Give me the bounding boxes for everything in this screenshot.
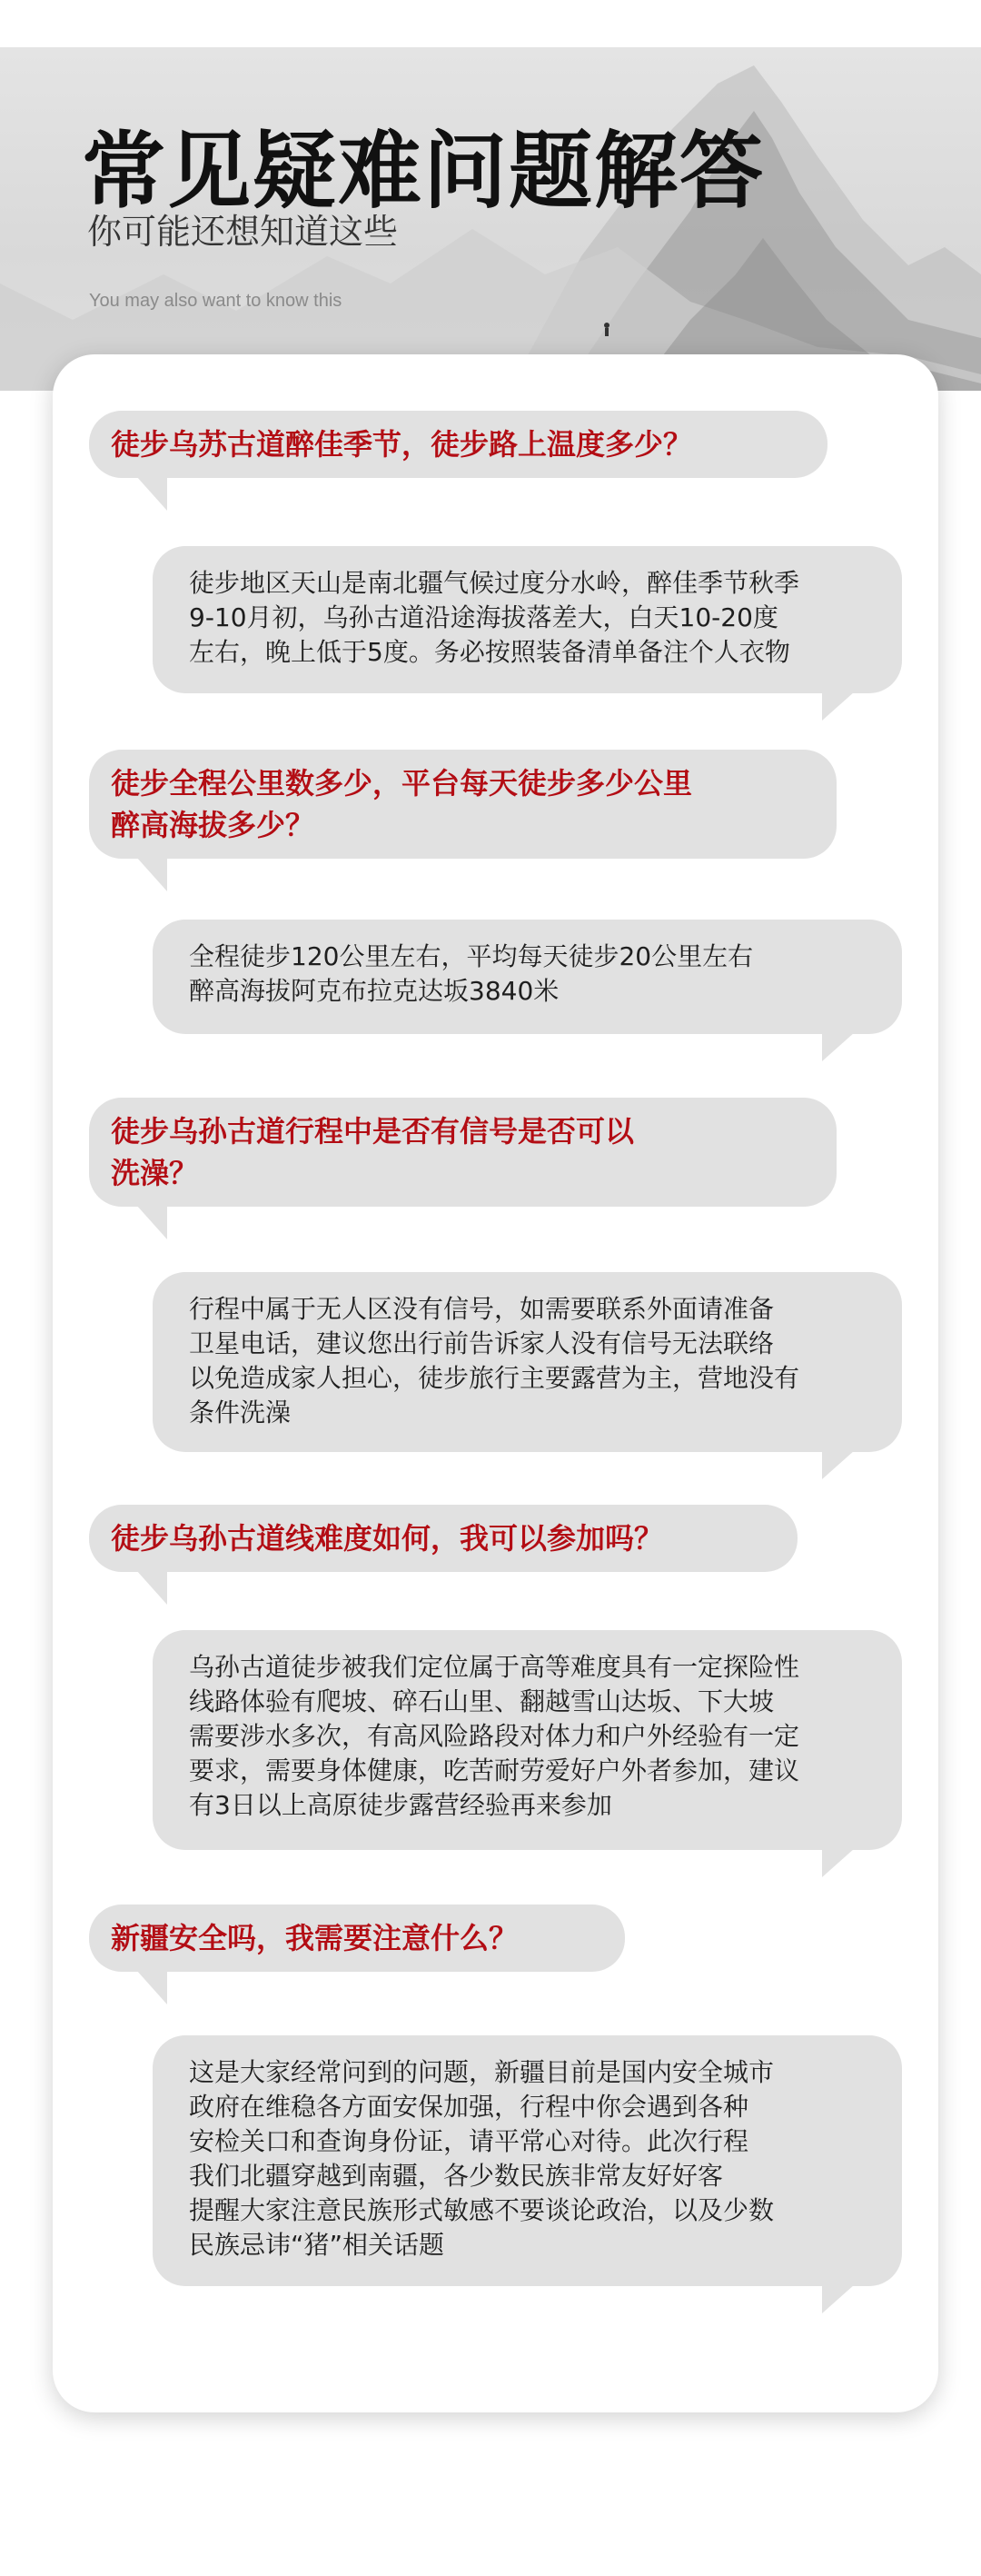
- faq-answer-4: 乌孙古道徒步被我们定位属于高等难度具有一定探险性 线路体验有爬坡、碎石山里、翻越雪山达坂、下大坡 需要涉水多次，有高风险路段对体力和户外经验有一定 要求，需要身体健康，吃苦耐劳爱好户外者参加，建议 有3日以上高原徒步露营经验再来参加: [153, 1630, 902, 1850]
- page-title: 常见疑难问题解答: [82, 123, 766, 220]
- english-subtitle: You may also want to know this: [89, 291, 342, 311]
- faq-answer-1: 徒步地区天山是南北疆气候过度分水岭，醉佳季节秋季 9-10月初，乌孙古道沿途海拔落差大，白天10-20度 左右，晚上低于5度。务必按照装备清单备注个人衣物: [153, 546, 902, 693]
- faq-question-4: 徒步乌孙古道线难度如何，我可以参加吗？: [89, 1505, 798, 1572]
- faq-question-2: 徒步全程公里数多少，平台每天徒步多少公里 醉高海拔多少？: [89, 750, 837, 859]
- page-subtitle: 你可能还想知道这些: [87, 212, 399, 252]
- faq-answer-2: 全程徒步120公里左右，平均每天徒步20公里左右 醉高海拔阿克布拉克达坂3840米: [153, 920, 902, 1034]
- faq-answer-5: 这是大家经常问到的问题，新疆目前是国内安全城市 政府在维稳各方面安保加强，行程中你会遇到各种 安检关口和查询身份证，请平常心对待。此次行程 我们北疆穿越到南疆，各少数民族非常友好好客 提醒大家注意民族形式敏感不要谈论政治，以及少数 民族忌讳“猪”相关话题: [153, 2035, 902, 2286]
- faq-answer-3: 行程中属于无人区没有信号，如需要联系外面请准备 卫星电话，建议您出行前告诉家人没有信号无法联络 以免造成家人担心，徒步旅行主要露营为主，营地没有 条件洗澡: [153, 1272, 902, 1452]
- faq-card: [53, 354, 938, 2412]
- header-banner: [0, 47, 981, 391]
- faq-question-3: 徒步乌孙古道行程中是否有信号是否可以 洗澡？: [89, 1098, 837, 1207]
- faq-question-1: 徒步乌苏古道醉佳季节，徒步路上温度多少？: [89, 411, 827, 478]
- faq-question-5: 新疆安全吗，我需要注意什么？: [89, 1905, 625, 1972]
